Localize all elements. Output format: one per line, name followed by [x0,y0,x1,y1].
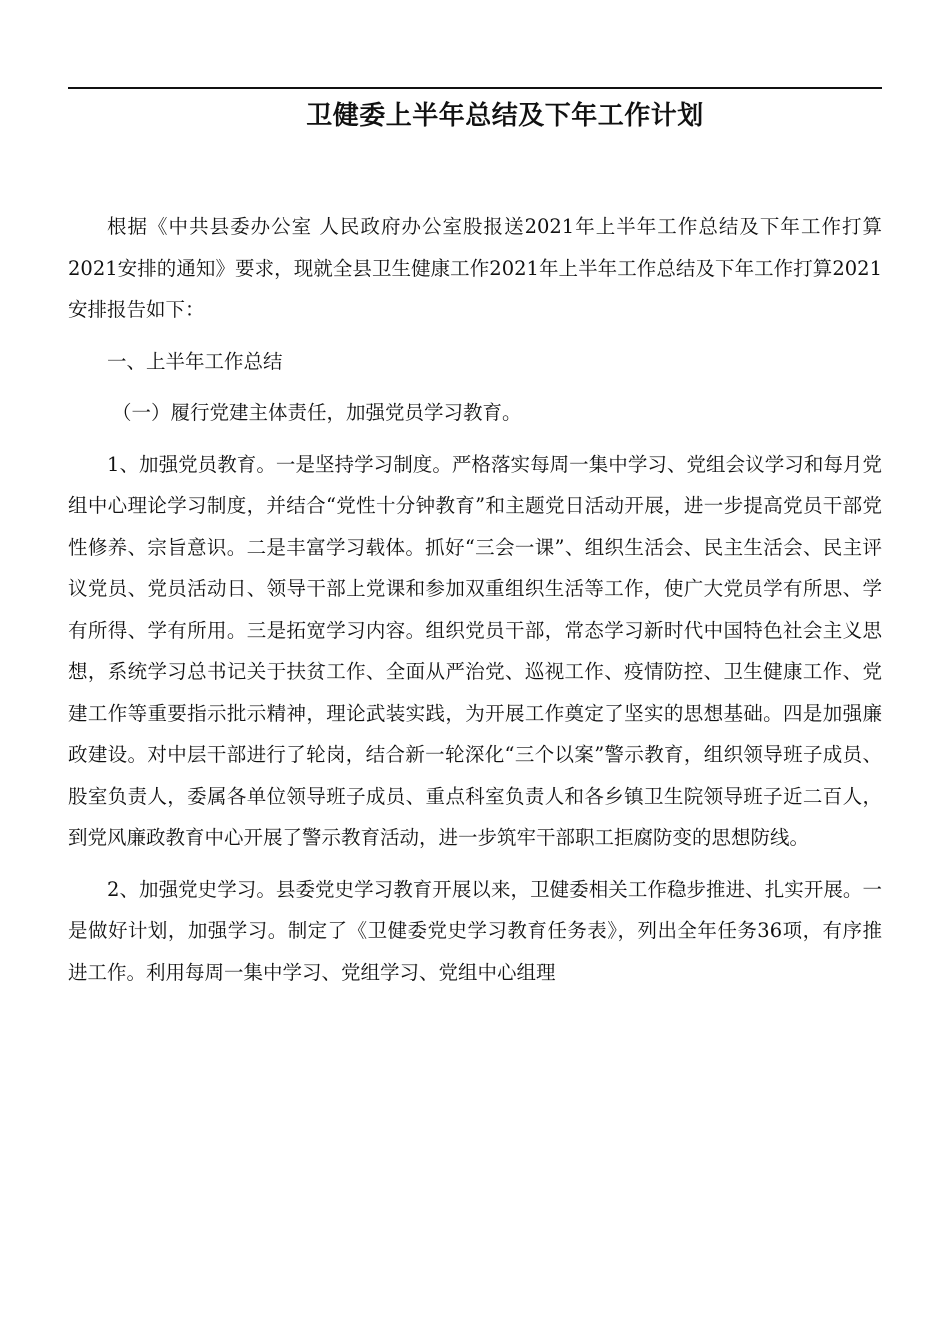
header-rule [68,87,882,89]
paragraph-item-2: 2、加强党史学习。县委党史学习教育开展以来，卫健委相关工作稳步推进、扎实开展。一是做好计划，加强学习。制定了《卫健委党史学习教育任务表》，列出全年任务36项，有序推进工作。利用每周一集中学习、党组学习、党组中心组理 [68,877,882,984]
section-heading-1: 一、上半年工作总结 [107,349,283,373]
document-title: 卫健委上半年总结及下年工作计划 [306,101,704,131]
paragraph-intro: 根据《中共县委办公室 人民政府办公室股报送2021年上半年工作总结及下年工作打算2021安排的通知》要求，现就全县卫生健康工作2021年上半年工作总结及下年工作打算2021安排报告如下： [68,215,882,321]
sub-heading-1: （一）履行党建主体责任，加强党员学习教育。 [111,401,522,424]
document-body [68,206,882,993]
paragraph-item-1: 1、加强党员教育。一是坚持学习制度。严格落实每周一集中学习、党组会议学习和每月党组中心理论学习制度，并结合“党性十分钟教育”和主题党日活动开展，进一步提高党员干部党性修养、宗旨意识。二是丰富学习载体。抓好“三会一课”、组织生活会、民主生活会、民主评议党员、党员活动日、领导干部上党课和参加双重组织生活等工作，使广大党员学有所思、学有所得、学有所用。三是拓宽学习内容。组织党员干部，常态学习新时代中国特色社会主义思想，系统学习总书记关于扶贫工作、全面从严治党、巡视工作、疫情防控、卫生健康工作、党建工作等重要指示批示精神，理论武装实践，为开展工作奠定了坚实的思想基础。四是加强廉政建设。对中层干部进行了轮岗，结合新一轮深化“三个以案”警示教育，组织领导班子成员、股室负责人，委属各单位领导班子成员、重点科室负责人和各乡镇卫生院领导班子近二百人，到党风廉政教育中心开展了警示教育活动，进一步筑牢干部职工拒腐防变的思想防线。 [68,452,882,849]
